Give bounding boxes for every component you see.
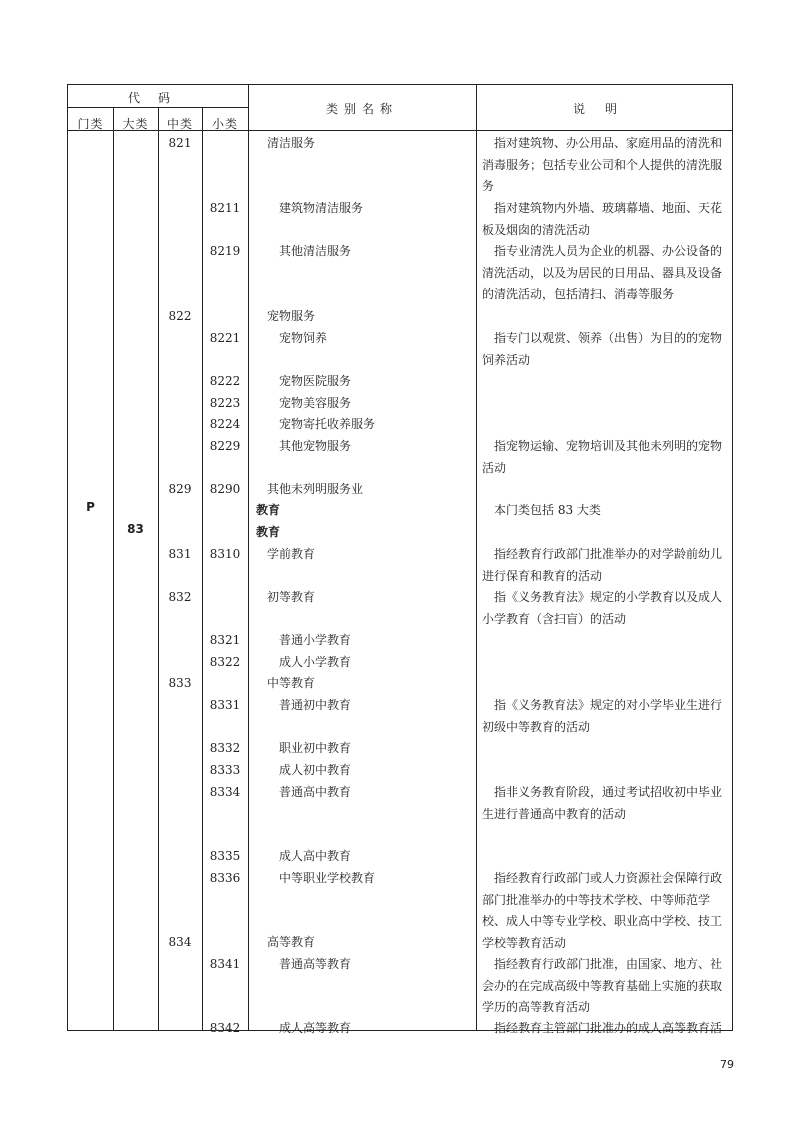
- header-major: 大类: [122, 117, 149, 131]
- category-description: 指非义务教育阶段，通过考试招收初中毕业生进行普通高中教育的活动: [482, 785, 723, 821]
- small-code: 8219: [209, 244, 241, 258]
- header-code-underline: [68, 107, 248, 108]
- category-name: 普通高中教育: [279, 785, 352, 799]
- category-description: 指经教育行政部门或人力资源社会保障行政部门批准举办的中等技术学校、中等师范学校、成人中等专业学校、职业高中学校、技工学校等教育活动: [482, 871, 723, 950]
- header-name: 类别名称: [325, 102, 398, 116]
- category-name: 成人高中教育: [279, 849, 352, 863]
- page-number: 79: [720, 1058, 734, 1071]
- category-description: 指宠物运输、宠物培训及其他未列明的宠物活动: [482, 439, 723, 475]
- category-description: 指对建筑物、办公用品、家庭用品的清洗和消毒服务；包括专业公司和个人提供的清洗服务: [482, 136, 723, 194]
- mid-code: 834: [168, 935, 192, 949]
- category-name: 其他未列明服务业: [267, 482, 364, 496]
- small-code: 8342: [209, 1021, 241, 1035]
- header-desc: 说明: [572, 102, 637, 116]
- small-code: 8223: [209, 396, 241, 410]
- header-small: 小类: [211, 117, 238, 131]
- small-code: 8332: [209, 741, 241, 755]
- small-code: 8229: [209, 439, 241, 453]
- small-code: 8333: [209, 763, 241, 777]
- small-code: 8321: [209, 633, 241, 647]
- category-name: 其他清洁服务: [279, 244, 352, 258]
- category-name: 宠物饲养: [279, 331, 328, 345]
- mid-code: 831: [168, 547, 192, 561]
- category-name: 宠物医院服务: [279, 374, 352, 388]
- small-code: 8322: [209, 655, 241, 669]
- small-code: 8341: [209, 957, 241, 971]
- category-name: 宠物服务: [267, 309, 316, 323]
- small-code: 8222: [209, 374, 241, 388]
- category-description: 指对建筑物内外墙、玻璃幕墙、地面、天花板及烟囱的清洗活动: [482, 201, 723, 237]
- category-description: 指经教育行政部门批准举办的对学龄前幼儿进行保育和教育的活动: [482, 547, 723, 583]
- category-description: 指专业清洗人员为企业的机器、办公设备的清洗活动，以及为居民的日用品、器具及设备的清洗活动，包括清扫、消毒等服务: [482, 244, 723, 302]
- category-name: 教育: [256, 525, 281, 539]
- category-name: 中等职业学校教育: [279, 871, 376, 885]
- small-code: 8224: [209, 417, 241, 431]
- header-door: 门类: [77, 117, 104, 131]
- category-name: 成人小学教育: [279, 655, 352, 669]
- header-mid: 中类: [166, 117, 193, 131]
- category-name: 职业初中教育: [279, 741, 352, 755]
- small-code: 8334: [209, 785, 241, 799]
- category-description: 本门类包括 83 大类: [494, 503, 601, 517]
- category-name: 中等教育: [267, 676, 316, 690]
- small-code: 8290: [209, 482, 241, 496]
- mid-code: 829: [168, 482, 192, 496]
- col-divider-small: [248, 85, 249, 1030]
- major-code: 83: [127, 522, 144, 536]
- col-divider-door: [113, 107, 114, 1030]
- header-code: 代码: [127, 91, 188, 105]
- category-name: 普通小学教育: [279, 633, 352, 647]
- category-description: 指经教育行政部门批准，由国家、地方、社会办的在完成高级中等教育基础上实施的获取学历的高等教育活动: [482, 957, 723, 1015]
- mid-code: 821: [168, 136, 192, 150]
- category-description: 指经教育主管部门批准办的成人高等教育活: [494, 1021, 723, 1035]
- category-name: 宠物寄托收养服务: [279, 417, 376, 431]
- small-code: 8211: [209, 201, 241, 215]
- small-code: 8335: [209, 849, 241, 863]
- category-name: 初等教育: [267, 590, 316, 604]
- category-name: 成人初中教育: [279, 763, 352, 777]
- col-divider-major: [158, 107, 159, 1030]
- small-code: 8336: [209, 871, 241, 885]
- category-name: 高等教育: [267, 935, 316, 949]
- mid-code: 833: [168, 676, 192, 690]
- category-name: 学前教育: [267, 547, 316, 561]
- category-name: 教育: [256, 503, 281, 517]
- category-name: 建筑物清洁服务: [279, 201, 364, 215]
- small-code: 8310: [209, 547, 241, 561]
- category-name: 宠物美容服务: [279, 396, 352, 410]
- mid-code: 822: [168, 309, 192, 323]
- category-name: 成人高等教育: [279, 1021, 352, 1035]
- classification-table: [67, 84, 733, 1035]
- category-name: 其他宠物服务: [279, 439, 352, 453]
- small-code: 8221: [209, 331, 241, 345]
- category-description: 指专门以观赏、领养（出售）为目的的宠物饲养活动: [482, 331, 723, 367]
- category-description: 指《义务教育法》规定的小学教育以及成人小学教育（含扫盲）的活动: [482, 590, 723, 626]
- category-name: 清洁服务: [267, 136, 316, 150]
- category-name: 普通高等教育: [279, 957, 352, 971]
- door-code: P: [86, 500, 95, 514]
- mid-code: 832: [168, 590, 192, 604]
- col-divider-name: [476, 85, 477, 1030]
- small-code: 8331: [209, 698, 241, 712]
- category-description: 指《义务教育法》规定的对小学毕业生进行初级中等教育的活动: [482, 698, 723, 734]
- category-name: 普通初中教育: [279, 698, 352, 712]
